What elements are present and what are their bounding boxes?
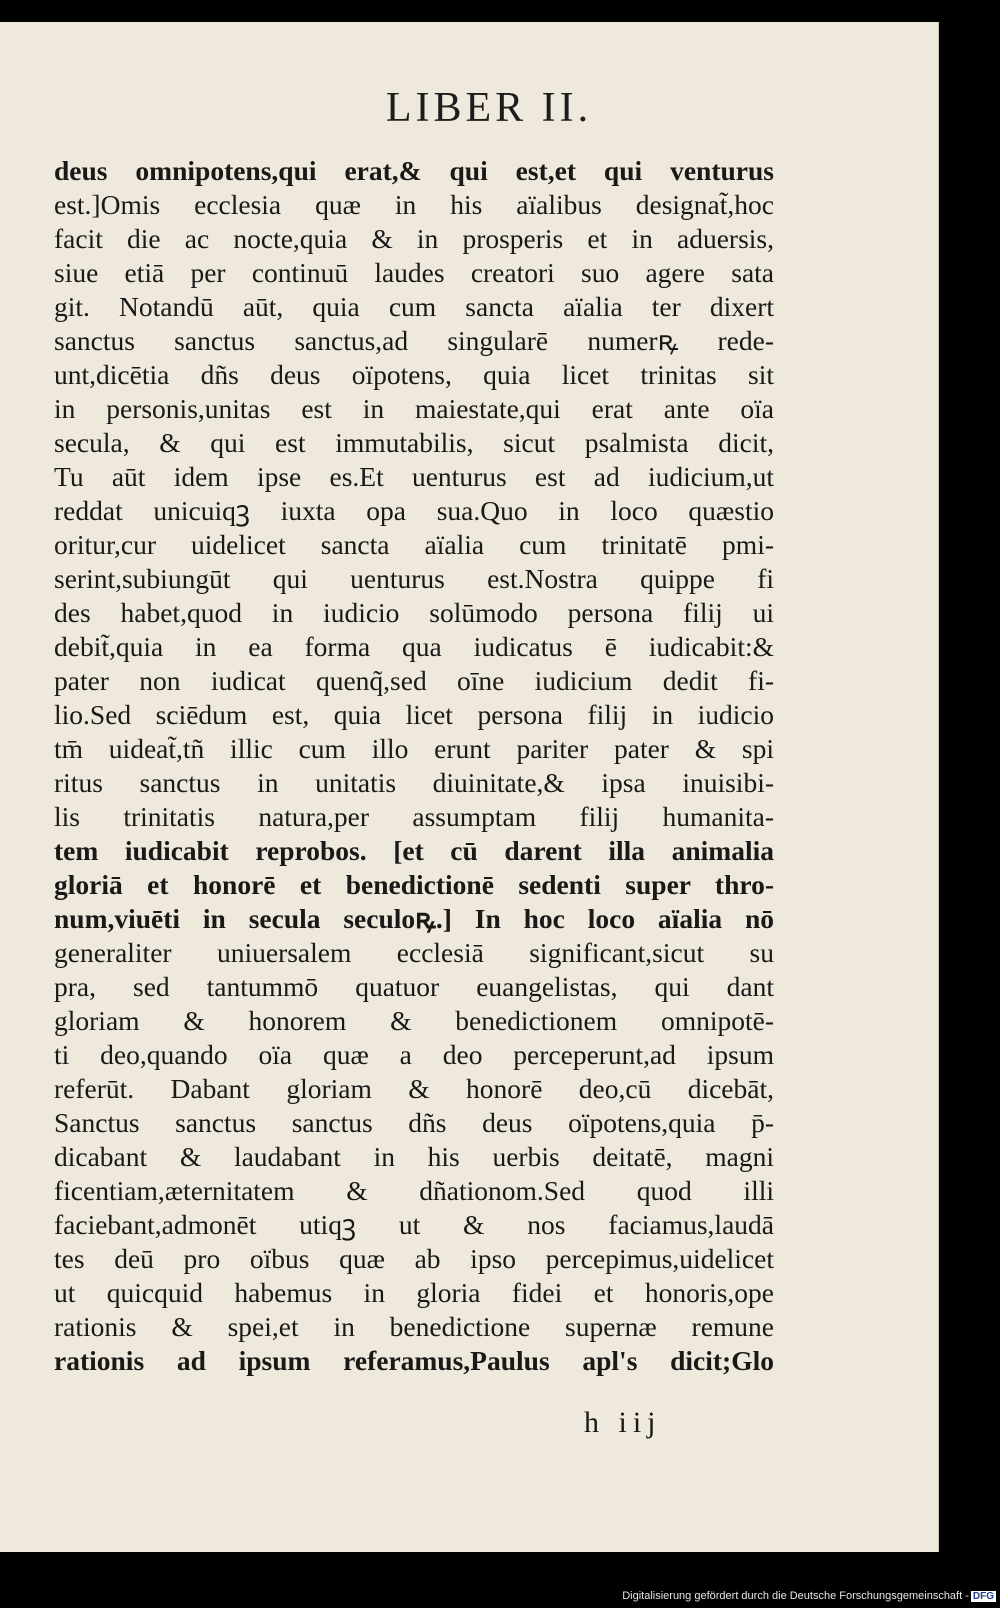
text-line: dicabant & laudabant in his uerbis deitatē, magni bbox=[54, 1141, 774, 1172]
text-line: tem iudicabit reprobos. [et cū darent illa animalia bbox=[54, 835, 774, 866]
text-line: in personis,unitas est in maiestate,qui erat ante oïa bbox=[54, 393, 774, 424]
text-line: referūt. Dabant gloriam & honorē deo,cū dicebāt, bbox=[54, 1073, 774, 1104]
text-line: ti deo,quando oïa quæ a deo perceperunt,ad ipsum bbox=[54, 1039, 774, 1070]
text-line: num,viuēti in secula seculoꝶ.] In hoc loco aïalia nō bbox=[54, 903, 774, 934]
text-line: lis trinitatis natura,per assumptam filij humanita- bbox=[54, 801, 774, 832]
text-line: oritur,cur uidelicet sancta aïalia cum trinitatē pmi- bbox=[54, 529, 774, 560]
text-line: git. Notandū aūt, quia cum sancta aïalia ter dixert bbox=[54, 291, 774, 322]
dfg-logo: DFG bbox=[972, 1590, 994, 1602]
text-line: pater non iudicat quenq̃,sed oīne iudicium dedit fi- bbox=[54, 665, 774, 696]
book-page bbox=[0, 22, 939, 1552]
text-line: tes deū pro oïbus quæ ab ipso percepimus,uidelicet bbox=[54, 1243, 774, 1274]
text-line: unt,dicētia dñs deus oïpotens, quia licet trinitas sit bbox=[54, 359, 774, 390]
text-line: rationis ad ipsum referamus,Paulus apl's dicit;Glo bbox=[54, 1345, 774, 1376]
footer-text: Digitalisierung gefördert durch die Deutsche Forschungsgemeinschaft - bbox=[622, 1590, 969, 1602]
text-line: lio.Sed sciēdum est, quia licet persona filij in iudicio bbox=[54, 699, 774, 730]
text-line: est.]Omis ecclesia quæ in his aïalibus designat̃,hoc bbox=[54, 189, 774, 220]
signature-mark: h iij bbox=[584, 1406, 662, 1439]
text-line: rationis & spei,et in benedictione supernæ remune bbox=[54, 1311, 774, 1342]
running-header: LIBER II. bbox=[385, 85, 593, 131]
text-line: tm̄ uideat̃,tñ illic cum illo erunt pariter pater & spi bbox=[54, 733, 774, 764]
text-line: pra, sed tantummō quatuor euangelistas, qui dant bbox=[54, 971, 774, 1002]
text-line: gloriā et honorē et benedictionē sedenti super thro- bbox=[54, 869, 774, 900]
text-line: Tu aūt idem ipse es.Et uenturus est ad iudicium,ut bbox=[54, 461, 774, 492]
digitization-credit bbox=[622, 1590, 996, 1602]
text-line: des habet,quod in iudicio solūmodo persona filij ui bbox=[54, 597, 774, 628]
text-line: faciebant,admonēt utiqꝫ ut & nos faciamus,laudā bbox=[54, 1209, 774, 1240]
text-line: debit̃,quia in ea forma qua iudicatus ē iudicabit:& bbox=[54, 631, 774, 662]
text-line: serint,subiungūt qui uenturus est.Nostra quippe fi bbox=[54, 563, 774, 594]
text-line: facit die ac nocte,quia & in prosperis et in aduersis, bbox=[54, 223, 774, 254]
text-line: reddat unicuiqꝫ iuxta opa sua.Quo in loco quæstio bbox=[54, 495, 774, 526]
text-line: ut quicquid habemus in gloria fidei et honoris,ope bbox=[54, 1277, 774, 1308]
text-line: generaliter uniuersalem ecclesiā significant,sicut su bbox=[54, 937, 774, 968]
text-line: Sanctus sanctus sanctus dñs deus oïpotens,quia p̄- bbox=[54, 1107, 774, 1138]
text-line: ficentiam,æternitatem & dñationom.Sed quod illi bbox=[54, 1175, 774, 1206]
text-line: gloriam & honorem & benedictionem omnipotē- bbox=[54, 1005, 774, 1036]
text-line: siue etiā per continuū laudes creatori suo agere sata bbox=[54, 257, 774, 288]
text-line: secula, & qui est immutabilis, sicut psalmista dicit, bbox=[54, 427, 774, 458]
text-line: deus omnipotens,qui erat,& qui est,et qui venturus bbox=[54, 155, 774, 186]
text-line: ritus sanctus in unitatis diuinitate,& ipsa inuisibi- bbox=[54, 767, 774, 798]
text-block bbox=[54, 154, 774, 1378]
text-line: sanctus sanctus sanctus,ad singularē numerꝶ rede- bbox=[54, 325, 774, 356]
